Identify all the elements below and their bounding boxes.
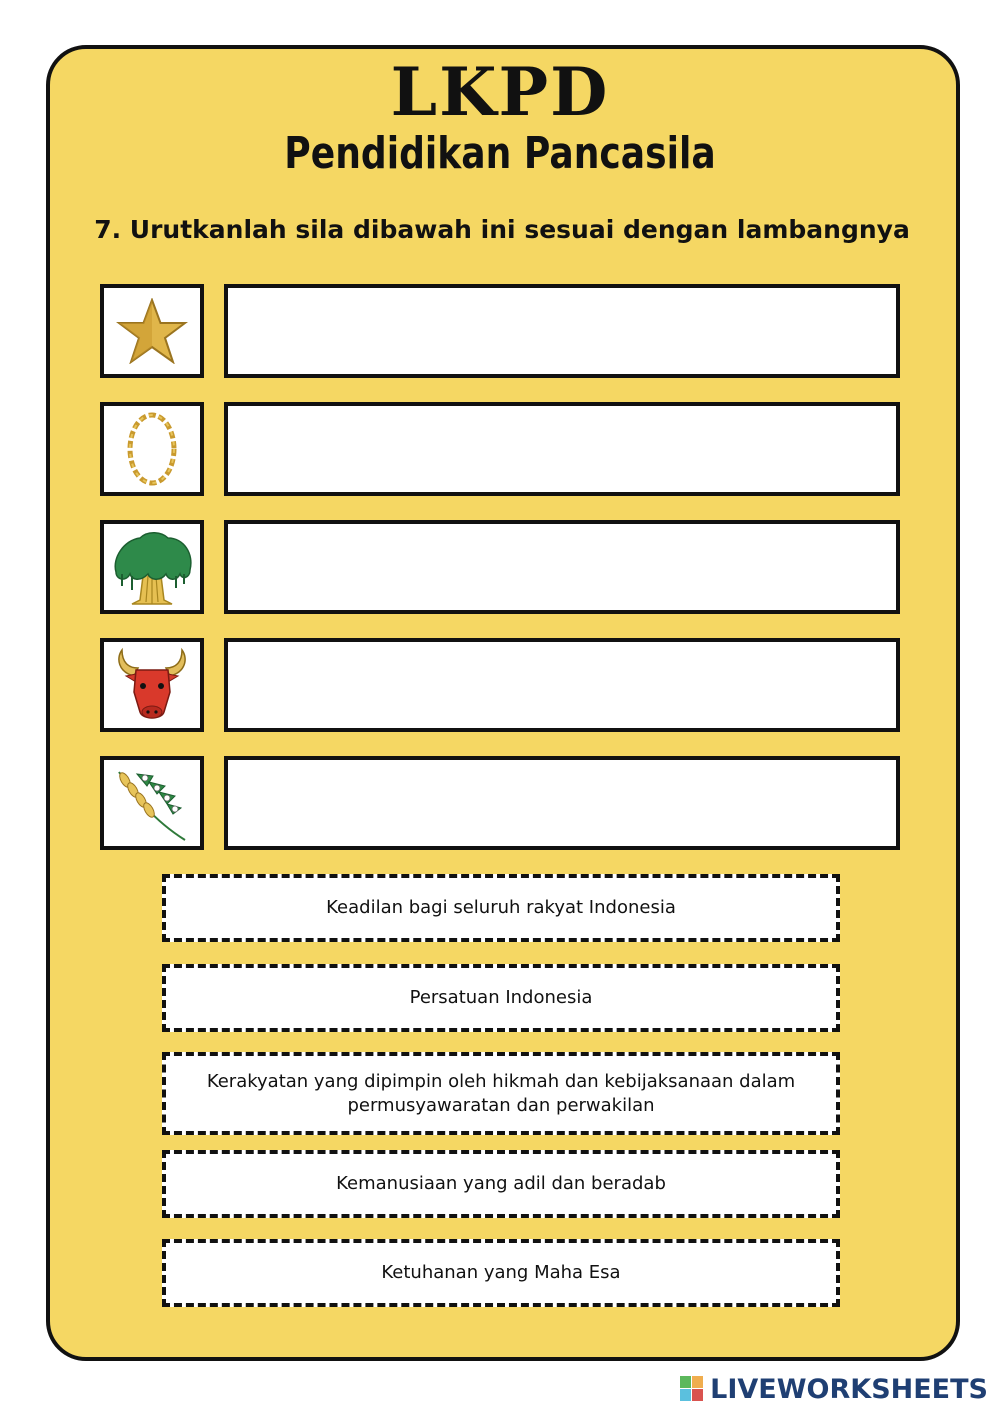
symbol-row [100, 402, 900, 494]
option-card[interactable] [162, 874, 840, 942]
option-card[interactable] [162, 1239, 840, 1307]
symbol-box [100, 402, 204, 496]
brand-text: LIVEWORKSHEETS [710, 1373, 988, 1405]
option-label: Ketuhanan yang Maha Esa [381, 1262, 621, 1283]
option-label: Kerakyatan yang dipimpin oleh hikmah dan kebijaksanaan dalam permusyawaratan dan perwakilan [206, 1070, 796, 1116]
option-label: Keadilan bagi seluruh rakyat Indonesia [326, 897, 676, 918]
liveworksheets-logo-icon [680, 1376, 704, 1402]
star-icon [116, 298, 188, 364]
option-label: Kemanusiaan yang adil dan beradab [336, 1173, 666, 1194]
option-label: Persatuan Indonesia [409, 987, 593, 1008]
answer-dropzone-5[interactable] [224, 756, 900, 850]
symbol-row [100, 284, 900, 376]
symbol-box [100, 284, 204, 378]
option-card[interactable] [162, 1052, 840, 1135]
answer-dropzone-3[interactable] [224, 520, 900, 614]
instruction-text: 7. Urutkanlah sila dibawah ini sesuai dengan lambangnya [94, 215, 910, 244]
option-card[interactable] [162, 964, 840, 1032]
bull-head-icon [112, 646, 192, 724]
rice-cotton-icon [113, 764, 191, 842]
answer-dropzone-4[interactable] [224, 638, 900, 732]
page-title: LKPD [390, 53, 610, 131]
answer-dropzone-1[interactable] [224, 284, 900, 378]
symbol-box [100, 638, 204, 732]
symbol-row [100, 756, 900, 848]
symbol-box [100, 520, 204, 614]
answer-dropzone-2[interactable] [224, 402, 900, 496]
banyan-tree-icon [110, 528, 194, 606]
option-card[interactable] [162, 1150, 840, 1218]
symbol-row [100, 638, 900, 730]
footer-brand [680, 1372, 988, 1406]
chain-icon [122, 409, 182, 489]
symbol-row [100, 520, 900, 612]
symbol-box [100, 756, 204, 850]
page-subtitle: Pendidikan Pancasila [284, 128, 716, 179]
